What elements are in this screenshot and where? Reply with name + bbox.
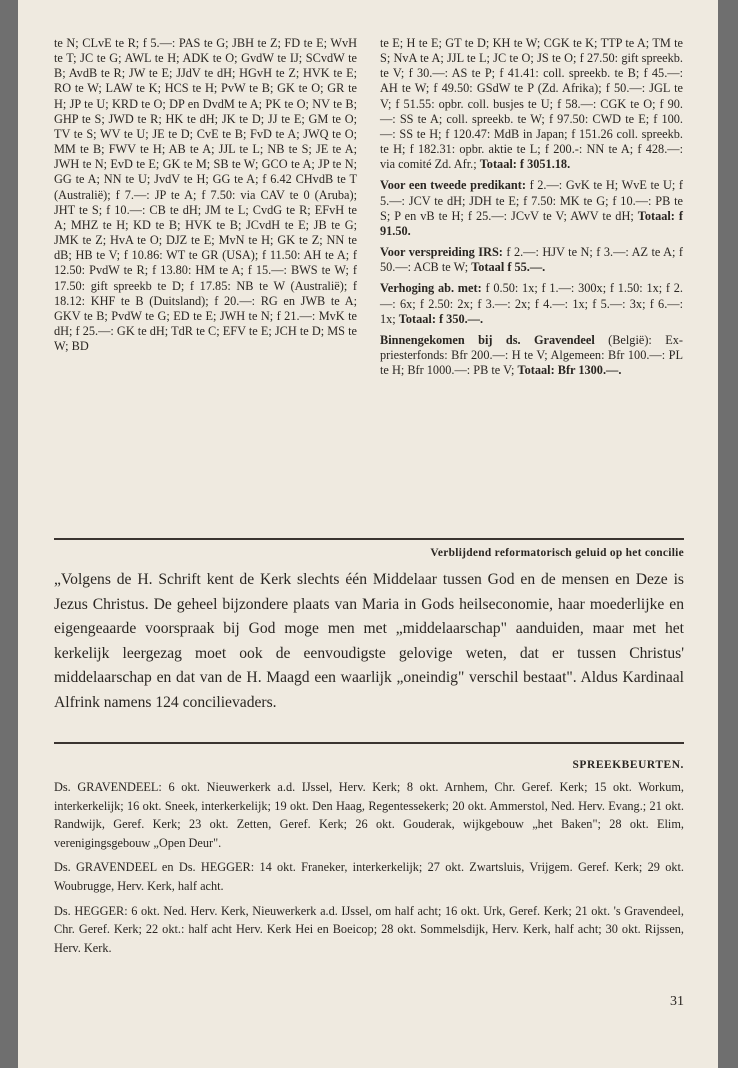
speaking-section-title: SPREEKBEURTEN. [572, 759, 684, 771]
raise-heading: Verhoging ab. met: [380, 281, 482, 296]
left-column [54, 36, 357, 354]
quote-section-title: Verblijdend reformatorisch geluid op het concilie [430, 547, 684, 559]
speaking-paragraph: Ds. GRAVENDEEL en Ds. HEGGER: 14 okt. Franeker, interkerkelijk; 27 okt. Zwartsluis, Vrijgem. Geref. Kerk; 29 okt. Woubrugge, Herv. Kerk, half acht. [54, 860, 684, 893]
quote-text: „Volgens de H. Schrift kent de Kerk slechts één Middelaar tussen God en de mensen en Deze is Jezus Christus. De geheel bijzondere plaats van Maria in Gods heilseconomie, haar moederlijke en eigengeaarde voorspraak bij God moge men met „middelaarschap" aanduiden, maar met het kerkelijk leergezag moet ook de eenvoudigste gelovige weten, dat er tussen Christus' middelaarschap en dat van de H. Maagd een waarlijk „oneindig" verschil bestaat". Aldus Kardinaal Alfrink namens 124 concilievaders. [54, 571, 684, 711]
speaking-section [54, 778, 684, 963]
right-column-continued [380, 36, 683, 172]
raise-text: f 0.50: 1x; f 1.—: 300x; f 1.50: 1x; f 2.—: 6x; f 2.50: 2x; f 3.—: 2x; f 4.—: 1x; f 5.—: 3x; f 6.—: 1x; [380, 281, 684, 326]
irs-block [380, 245, 683, 275]
document-page [18, 0, 718, 1068]
raise-block [380, 281, 683, 326]
section-divider [54, 742, 684, 744]
donation-columns [54, 36, 684, 534]
irs-text: f 2.—: HJV te N; f 3.—: AZ te A; f 50.—: ACB te W; [380, 245, 684, 275]
second-preacher-total: Totaal: f 91.50. [380, 208, 683, 238]
right-column [380, 36, 683, 378]
continued-total: Totaal: f 3051.18. [479, 157, 571, 172]
raise-total: Totaal: f 350.—. [398, 311, 484, 326]
received-total: Totaal: Bfr 1300.—. [517, 363, 622, 378]
continued-text: te E; H te E; GT te D; KH te W; CGK te K; TTP te A; TM te S; NvA te A; JJL te L; JC te O; JS te O; f 27.50: gift spreekb. te V; f 30.—: AS te P; f 41.41: coll. spreekb. te B; f 45.—: AH te W; f 49.50: GSdW te P (Zd. Afrika); f 50.—: JGL te V; f 51.55: opbr. coll. busjes te U; f 58.—: CGK te O; f 90.—: SS te A; coll. spreekb. te W; f 97.50: CWD te E; f 100.—: SS te H; f 120.47: MdB in Japan; f 151.26 coll. spreekb. te H; f 182.31: opbr. aktie te L; f 200.-: NN te A; f 428.—: via comité Zd. Afr.; [380, 36, 683, 172]
second-preacher-heading: Voor een tweede predikant: [380, 178, 526, 193]
second-preacher-text: f 2.—: GvK te H; WvE te U; f 5.—: JCV te dH; JDH te E; f 7.50: MK te G; f 10.—: PB te S; P en vB te H; f 25.—: JCvV te V; AWV te dH; [380, 178, 684, 223]
page-number: 31 [670, 994, 684, 1009]
left-column-text: te N; CLvE te R; f 5.—: PAS te G; JBH te Z; FD te E; WvH te T; JC te G; AWL te H; ADK te O; GvdW te IJ; SCvdW te B; AvdB te R; JW te E; JJdV te dH; HGvH te Z; HVK te E; RO te W; LAW te K; HCS te H; PvW te B; GK te O; GR te H; JP te U; KRD te O; DP en DvdM te A; PK te O; NV te B; GHP te S; JWD te R; HK te dH; JK te D; JJ te E; GM te O; TV te S; WV te U; JE te D; CvE te B; FvD te A; JWQ te O; MM te B; FWV te H; AB te A; JJL te L; NB te S; JE te A; JWH te N; EvD te E; GK te M; SB te W; GCO te A; JP te N; GG te A; NN te U; JvdV te H; GG te A; f 6.42 CHvdB te T (Australië); f 7.—: JP te A; f 7.50: via CAV te 0 (Aruba); JHT te S; f 10.—: CB te dH; JM te L; CvdG te R; EFvH te A; MHZ te H; KD te B; HVK te B; JCvdH te E; JB te G; JMK te Z; HvA te O; DJZ te E; MvN te H; GK te Z; NN te dB; HB te V; f 10.86: WT te GR (USA); f 11.50: AH te A; f 12.50: PvdW te R; f 13.80: HM te A; f 15.—: BWS te W; f 17.50: gift spreekb te D; f 17.85: NB te W (Australië); f 18.12: KHF te B (Duitsland); f 20.—: RG en JWB te A; GKV te B; PvdW te G; ED te E; JWH te N; f 21.—: MvK te dH; f 25.—: GK te dH; TdR te C; EFV te E; JCH te D; MS te W; BD [54, 36, 357, 354]
received-heading: Binnengekomen bij ds. Gravendeel [380, 332, 595, 347]
received-text: (België): Ex-priesterfonds: Bfr 200.—: H te V; Algemeen: Bfr 100.—: PL te H; Bfr 1000.—: PB te V; [380, 332, 683, 378]
irs-heading: Voor verspreiding IRS: [380, 245, 503, 260]
speaking-paragraph: Ds. HEGGER: 6 okt. Ned. Herv. Kerk, Nieuwerkerk a.d. IJssel, om half acht; 16 okt. Urk, Geref. Kerk; 21 okt. 's Gravendeel, Chr. Geref. Kerk; 22 okt.: half acht Herv. Kerk Hei en Boeicop; 28 okt. Sommelsdijk, Herv. Kerk, half acht; 30 okt. Rijssen, Herv. Kerk. [54, 903, 684, 955]
quote-section [54, 568, 684, 716]
section-divider [54, 538, 684, 540]
speaking-paragraph: Ds. GRAVENDEEL: 6 okt. Nieuwerkerk a.d. IJssel, Herv. Kerk; 8 okt. Arnhem, Chr. Geref. Kerk; 15 okt. Workum, interkerkelijk; 16 okt. Sneek, interkerkelijk; 19 okt. Den Haag, Regentessekerk; 20 okt. Ammerstol, Ned. Herv. Evang.; 21 okt. Randwijk, Geref. Kerk; 23 okt. Zetten, Geref. Kerk; 26 okt. Gouderak, wijkgebouw „het Baken"; 28 okt. Elim, verenigingsgebouw „Open Deur". [54, 780, 684, 850]
second-preacher-block [380, 178, 683, 239]
received-block [380, 333, 683, 378]
irs-total: Totaal f 55.—. [471, 260, 546, 275]
